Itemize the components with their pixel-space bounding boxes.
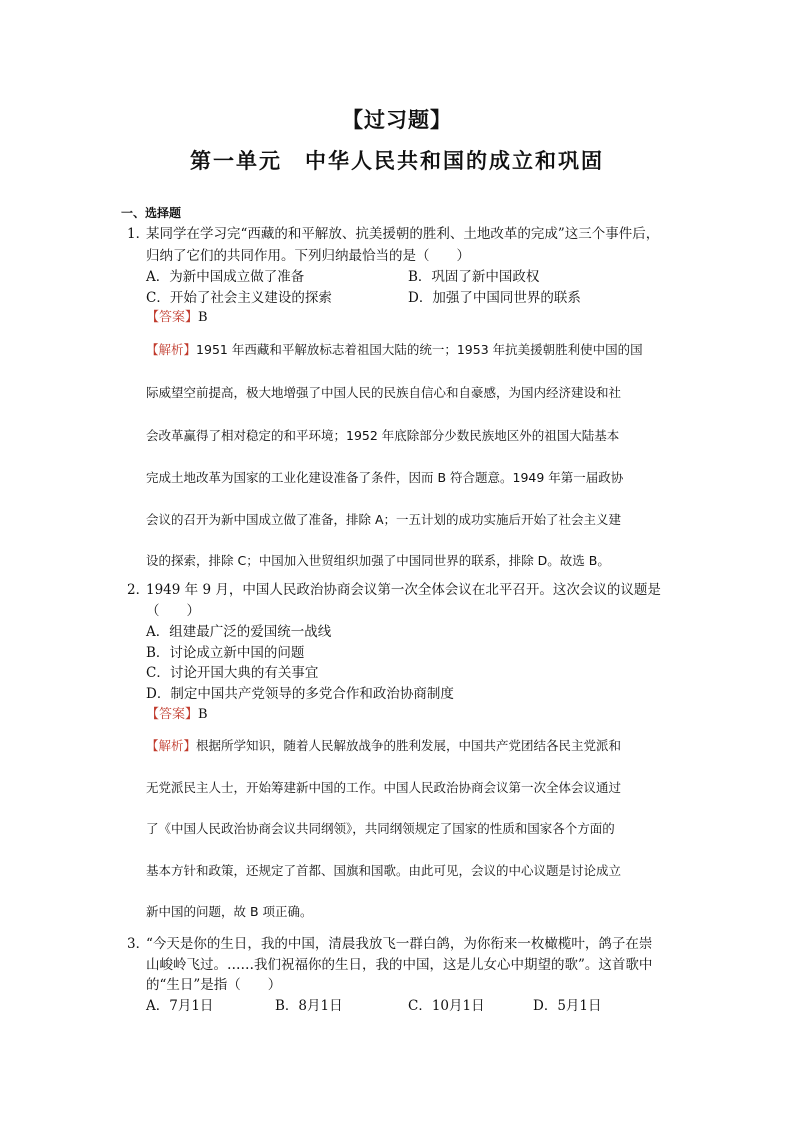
explanation-line: 会改革赢得了相对稳定的和平环境；1952 年底除部分少数民族地区外的祖国大陆基本: [146, 428, 620, 443]
option-c: C．讨论开国大典的有关事宜: [146, 665, 319, 681]
question-stem-line: 山峻岭飞过。……我们祝福你的生日，我的中国，这是儿女心中期望的歌”。这首歌中: [146, 957, 653, 973]
question-stem-line: 1949 年 9 月，中国人民政治协商会议第一次全体会议在北平召开。这次会议的议题是: [146, 582, 661, 598]
question-stem-line: 归纳了它们的共同作用。下列归纳最恰当的是（ ）: [146, 248, 470, 264]
option-a: A．7月1日: [146, 998, 214, 1014]
option-d: D．加强了中国同世界的联系: [408, 290, 581, 306]
option-d: D．5月1日: [533, 998, 602, 1014]
explain-tag: 解析: [158, 342, 184, 357]
answer-tag: 答案: [159, 707, 186, 722]
option-c: C．开始了社会主义建设的探索: [146, 290, 332, 306]
option-d: D．制定中国共产党领导的多党合作和政治协商制度: [146, 686, 454, 702]
explanation-line: 新中国的问题，故 B 项正确。: [146, 904, 313, 919]
option-a: A．组建最广泛的爱国统一战线: [146, 624, 332, 640]
answer-value: B: [198, 310, 208, 325]
option-b: B．巩固了新中国政权: [408, 269, 540, 285]
explanation-line: 基本方针和政策，还规定了首都、国旗和国歌。由此可见，会议的中心议题是讨论成立: [146, 863, 622, 878]
explanation-line: 了《中国人民政治协商会议共同纲领》，共同纲领规定了国家的性质和国家各个方面的: [146, 821, 615, 836]
answer-value: B: [198, 707, 208, 722]
question-stem-line: 的“生日”是指（ ）: [146, 977, 282, 993]
question-stem-line: 某同学在学习完“西藏的和平解放、抗美援朝的胜利、土地改革的完成”这三个事件后，: [146, 226, 660, 242]
page-title: 【过习题】: [342, 107, 452, 132]
option-b: B．讨论成立新中国的问题: [146, 645, 305, 661]
section-heading: 一、选择题: [121, 206, 182, 220]
question-number: 2．: [127, 582, 150, 598]
answer-line: 【答案】B: [146, 310, 208, 325]
explain-tag: 解析: [158, 738, 184, 753]
question-number: 3．: [127, 936, 150, 952]
explanation-line: 际威望空前提高，极大地增强了中国人民的民族自信心和自豪感，为国内经济建设和社: [146, 385, 622, 400]
explanation-line: 无党派民主人士，开始筹建新中国的工作。中国人民政治协商会议第一次全体会议通过: [146, 780, 622, 795]
option-a: A．为新中国成立做了准备: [146, 269, 305, 285]
question-stem-line: “今天是你的生日，我的中国，清晨我放飞一群白鸽，为你衔来一枚橄榄叶，鸽子在崇: [146, 936, 653, 952]
option-c: C．10月1日: [408, 998, 485, 1014]
explanation-line: 完成土地改革为国家的工业化建设准备了条件，因而 B 符合题意。1949 年第一届政协: [146, 470, 624, 485]
answer-line: 【答案】B: [146, 707, 208, 722]
option-b: B．8月1日: [275, 998, 343, 1014]
explanation-line: 【解析】根据所学知识，随着人民解放战争的胜利发展，中国共产党团结各民主党派和: [146, 738, 622, 753]
explanation-line: 【解析】1951 年西藏和平解放标志着祖国大陆的统一；1953 年抗美援朝胜利使中国的国: [146, 342, 643, 357]
explanation-line: 设的探索，排除 C；中国加入世贸组织加强了中国同世界的联系，排除 D。故选 B。: [146, 553, 610, 568]
unit-title: 第一单元 中华人民共和国的成立和巩固: [190, 148, 604, 173]
answer-tag: 答案: [159, 310, 186, 325]
question-number: 1．: [127, 226, 150, 242]
question-stem-line: （ ）: [146, 603, 200, 619]
explanation-line: 会议的召开为新中国成立做了准备，排除 A；一五计划的成功实施后开始了社会主义建: [146, 512, 622, 527]
